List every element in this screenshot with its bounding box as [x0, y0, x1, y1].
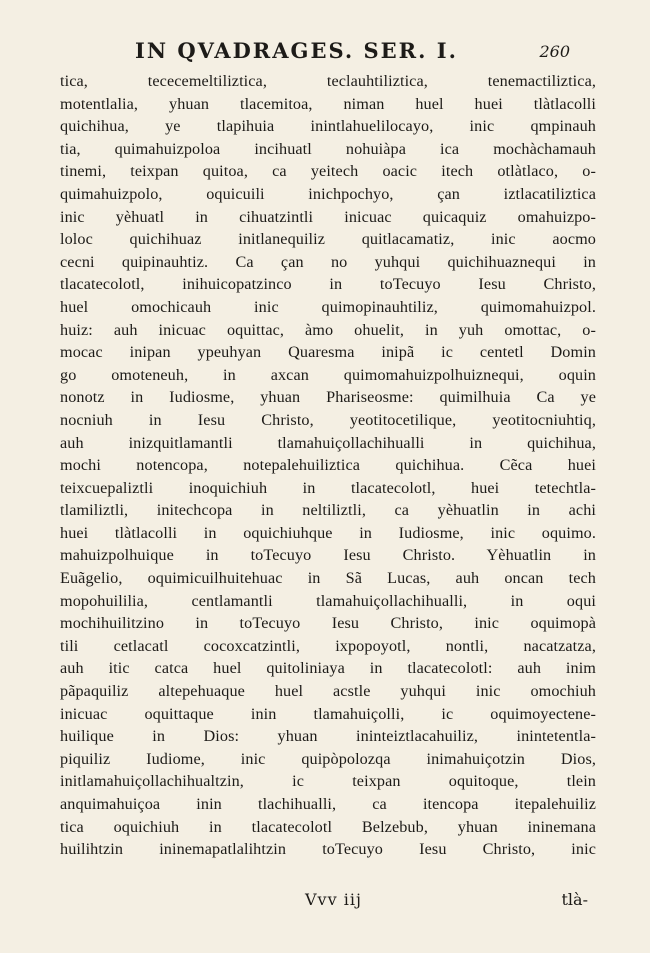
text-line: anquimahuiçoa inin tlachihualli, ca itencopa itepalehuiliz	[60, 795, 596, 813]
text-line: auh inizquitlamantli tlamahuiçollachihualli in quichihua,	[60, 433, 596, 452]
text-line: mochihuilitzino in toTecuyo Iesu Christo, inic oquimopà	[60, 614, 596, 633]
text-line: nocniuh in Iesu Christo, yeotitocetilique, yeotitocniuhtiq,	[60, 410, 596, 429]
text-line: nonotz in Iudiosme, yhuan Phariseosme: quimilhuia Ca ye	[60, 388, 596, 407]
text-line: teixcuepaliztli inoquichiuh in tlacatecolotl, huei tetechtla-	[60, 478, 596, 497]
text-line: huilique in Dios: yhuan ininteiztlacahuiliz, inintetentla-	[60, 727, 596, 746]
text-line: pãpaquiliz altepehuaque huel acstle yuhqui inic omochiuh	[60, 682, 596, 701]
text-line: auh itic catca huel quitoliniaya in tlacatecolotl: auh inim	[60, 659, 596, 678]
text-line: tica oquichiuh in tlacatecolotl Belzebub, yhuan ininemana	[60, 817, 596, 836]
text-line: tica, tececemeltiliztica, teclauhtiliztica, tenemactiliztica,	[60, 72, 596, 90]
text-line: loloc quichihuaz initlanequiliz quitlacamatiz, inic aocmo	[60, 230, 596, 249]
text-line: initlamahuiçollachihualtzin, ic teixpan oquitoque, tlein	[60, 772, 596, 791]
text-line: tili cetlacatl cocoxcatzintli, ixpopoyotl, nontli, nacatzatza,	[60, 636, 596, 655]
text-line: motentlalia, yhuan tlacemitoa, niman huel huei tlàtlacolli	[60, 94, 596, 113]
text-line: mahuizpolhuique in toTecuyo Iesu Christo. Yèhuatlin in	[60, 546, 596, 565]
text-line: Euãgelio, oquimicuilhuitehuac in Sã Lucas, auh oncan tech	[60, 569, 596, 588]
text-line: go omoteneuh, in axcan quimomahuizpolhuiznequi, oquin	[60, 365, 596, 384]
running-title: IN QVADRAGES. SER. I.	[135, 38, 458, 63]
signature-mark: Vvv iij	[305, 890, 362, 909]
text-line: huiz: auh inicuac oquittac, àmo ohuelit, in yuh omottac, o-	[60, 320, 596, 339]
page-footer	[0, 890, 650, 914]
page-header	[0, 38, 650, 66]
text-line: tlamiliztli, initechcopa in neltiliztli, ca yèhuatlin in achi	[60, 501, 596, 520]
text-line: mopohuililia, centlamantli tlamahuiçollachihualli, in oqui	[60, 591, 596, 610]
text-line: tinemi, teixpan quitoa, ca yeitech oacic itech otlàtlaco, o-	[60, 162, 596, 181]
text-line: huei tlàtlacolli in oquichiuhque in Iudiosme, inic oquimo.	[60, 523, 596, 542]
catchword: tlà-	[561, 890, 588, 909]
text-line: tlacatecolotl, inihuicopatzinco in toTecuyo Iesu Christo,	[60, 275, 596, 294]
text-line: mochi notencopa, notepalehuiliztica quichihua. Cẽca huei	[60, 456, 596, 475]
text-line: inicuac oquittaque inin tlamahuiçolli, ic oquimoyectene-	[60, 704, 596, 723]
text-line: huel omochicauh inic quimopinauhtiliz, quimomahuizpol.	[60, 297, 596, 316]
text-line: tia, quimahuizpoloa incihuatl nohuiàpa ica mochàchamauh	[60, 139, 596, 158]
page-number: 260	[539, 42, 570, 61]
text-line: mocac inipan ypeuhyan Quaresma inipã ic centetl Domin	[60, 343, 596, 362]
text-line: cecni quipinauhtiz. Ca çan no yuhqui quichihuaznequi in	[60, 252, 596, 271]
text-line: huilihtzin ininemapatlalihtzin toTecuyo Iesu Christo, inic	[60, 840, 596, 859]
body-text	[60, 70, 596, 861]
text-line: inic yèhuatl in cihuatzintli inicuac quicaquiz omahuizpo-	[60, 207, 596, 226]
text-line: quimahuizpolo, oquicuili inichpochyo, çan iztlacatiliztica	[60, 184, 596, 203]
text-line: quichihua, ye tlapihuia inintlahuelilocayo, inic qmpinauh	[60, 117, 596, 136]
text-line: piquiliz Iudiome, inic quipòpolozqa inimahuiçotzin Dios,	[60, 749, 596, 768]
